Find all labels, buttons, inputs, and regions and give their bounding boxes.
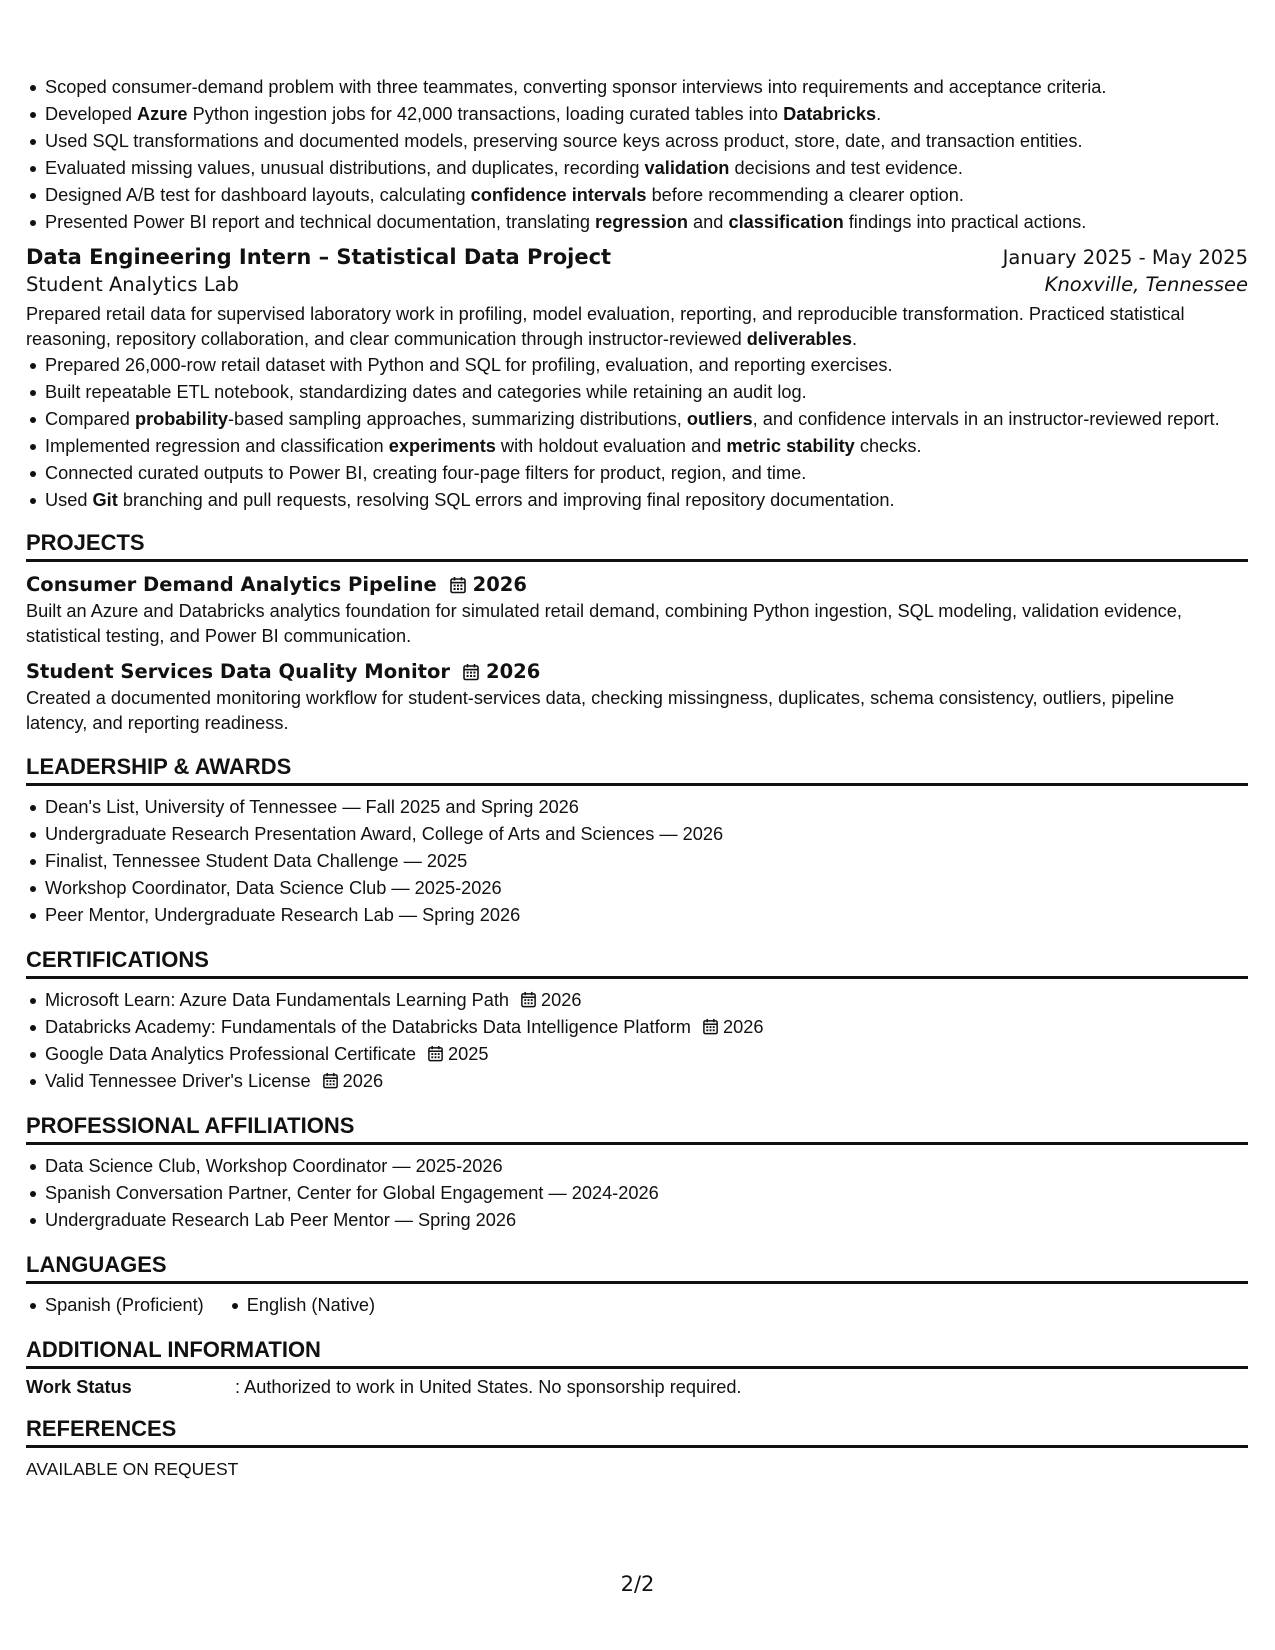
- list-item: Finalist, Tennessee Student Data Challenge — 2025: [26, 848, 1248, 875]
- list-item: [26, 128, 1248, 155]
- section-heading-leadership: LEADERSHIP & AWARDS: [26, 754, 1248, 786]
- list-item: [26, 182, 1248, 209]
- list-item: [26, 209, 1248, 236]
- experience-bullets: [26, 74, 1248, 236]
- text-segment: Built repeatable ETL notebook, standardizing dates and categories while retaining an audit log.: [45, 382, 807, 402]
- project-description-line1: Built an Azure and Databricks analytics foundation for simulated retail demand, combining Python ingestion, SQL modeling, validation evidence,: [26, 601, 1182, 621]
- section-heading-projects: PROJECTS: [26, 530, 1248, 562]
- text-segment: -based sampling approaches, summarizing distributions,: [227, 409, 687, 429]
- calendar-icon: [520, 991, 537, 1008]
- emphasis-text: Databricks: [783, 104, 877, 124]
- list-item: Spanish Conversation Partner, Center for Global Engagement — 2024-2026: [26, 1180, 1248, 1207]
- calendar-icon: [427, 1045, 444, 1062]
- project-description-line1: Created a documented monitoring workflow for student-services data, checking missingness, duplicates, schema consistency, outliers, pipeline: [26, 688, 1175, 708]
- project-name: Consumer Demand Analytics Pipeline: [26, 573, 437, 596]
- text-segment: Connected curated outputs to Power BI, creating four-page filters for product, region, and time.: [45, 463, 807, 483]
- resume-page: [26, 74, 1248, 1480]
- calendar-icon: [322, 1072, 339, 1089]
- emphasis-text: Azure: [137, 104, 188, 124]
- list-item: [26, 433, 1248, 460]
- list-item: [26, 101, 1248, 128]
- text-segment: Python ingestion jobs for 42,000 transactions, loading curated tables into: [187, 104, 784, 124]
- emphasis-text: validation: [644, 158, 730, 178]
- project-description: [26, 686, 1248, 736]
- list-item: Undergraduate Research Presentation Award, College of Arts and Sciences — 2026: [26, 821, 1248, 848]
- work-status-row: [26, 1377, 1248, 1398]
- text-segment: branching and pull requests, resolving SQL errors and improving final repository documentation.: [117, 490, 895, 510]
- list-item: [26, 1068, 1248, 1095]
- job-location: Knoxville, Tennessee: [1044, 273, 1248, 296]
- list-item: [26, 379, 1248, 406]
- list-item: [26, 487, 1248, 514]
- list-item: [26, 406, 1248, 433]
- project-year: 2026: [472, 573, 527, 596]
- job-entry: [26, 245, 1248, 514]
- project-header: [26, 573, 1248, 596]
- text-segment: Used SQL transformations and documented models, preserving source keys across product, store, date, and transaction entities.: [45, 131, 1083, 151]
- text-segment: Evaluated missing values, unusual distributions, and duplicates, recording: [45, 158, 645, 178]
- certification-year: 2026: [722, 1017, 764, 1037]
- certification-year: 2025: [448, 1044, 489, 1064]
- text-segment: Designed A/B test for dashboard layouts, calculating: [45, 185, 471, 205]
- emphasis-text: metric stability: [726, 436, 855, 456]
- references-text: AVAILABLE ON REQUEST: [26, 1459, 239, 1479]
- job-title: Data Engineering Intern – Statistical Data Project: [26, 245, 612, 269]
- text-segment: with holdout evaluation and: [495, 436, 727, 456]
- affiliations-list: [26, 1153, 1248, 1234]
- section-heading-additional-information: ADDITIONAL INFORMATION: [26, 1337, 1248, 1369]
- job-dates: January 2025 - May 2025: [1002, 246, 1248, 269]
- work-status-value: : Authorized to work in United States. No sponsorship required.: [235, 1377, 742, 1397]
- leadership-list: [26, 794, 1248, 929]
- certification-name: Databricks Academy: Fundamentals of the Databricks Data Intelligence Platform: [45, 1017, 691, 1037]
- project-name: Student Services Data Quality Monitor: [26, 660, 451, 683]
- list-item: [26, 352, 1248, 379]
- job-summary-line2: reasoning, repository collaboration, and clear communication through instructor-reviewed: [26, 329, 747, 349]
- certification-year: 2026: [342, 1071, 384, 1091]
- emphasis-text: experiments: [388, 436, 496, 456]
- certification-year: 2026: [541, 990, 582, 1010]
- page-number: 2/2: [620, 1572, 655, 1596]
- section-heading-languages: LANGUAGES: [26, 1252, 1248, 1284]
- list-item: Undergraduate Research Lab Peer Mentor — Spring 2026: [26, 1207, 1248, 1234]
- emphasis-text: outliers: [686, 409, 753, 429]
- job-summary-line1: Prepared retail data for supervised laboratory work in profiling, model evaluation, reporting, and reproducible transformation. Practiced statistical: [26, 304, 1185, 324]
- calendar-icon: [449, 576, 467, 594]
- job-bullets: [26, 352, 1248, 514]
- text-segment: Used: [45, 490, 93, 510]
- text-segment: , and confidence intervals in an instructor-reviewed report.: [752, 409, 1220, 429]
- emphasis-text: classification: [728, 212, 844, 232]
- list-item: [26, 74, 1248, 101]
- text-segment: decisions and test evidence.: [729, 158, 963, 178]
- certification-name: Valid Tennessee Driver's License: [45, 1071, 311, 1091]
- list-item: Spanish (Proficient): [26, 1292, 204, 1319]
- languages-list: [26, 1292, 1248, 1319]
- certification-name: Google Data Analytics Professional Certificate: [45, 1044, 417, 1064]
- project-description-line2: latency, and reporting readiness.: [26, 713, 289, 733]
- calendar-icon: [702, 1018, 719, 1035]
- job-summary-bold: deliverables: [746, 329, 852, 349]
- emphasis-text: probability: [134, 409, 228, 429]
- section-heading-affiliations: PROFESSIONAL AFFILIATIONS: [26, 1113, 1248, 1145]
- job-organization: Student Analytics Lab: [26, 273, 239, 296]
- text-segment: Implemented regression and classification: [45, 436, 389, 456]
- list-item: Dean's List, University of Tennessee — Fall 2025 and Spring 2026: [26, 794, 1248, 821]
- project-year: 2026: [486, 660, 541, 683]
- emphasis-text: Git: [92, 490, 118, 510]
- list-item: English (Native): [228, 1292, 375, 1319]
- text-segment: .: [876, 104, 882, 124]
- project-entry: [26, 660, 1248, 736]
- emphasis-text: confidence intervals: [470, 185, 647, 205]
- text-segment: Developed: [45, 104, 138, 124]
- list-item: [26, 155, 1248, 182]
- list-item: Peer Mentor, Undergraduate Research Lab — Spring 2026: [26, 902, 1248, 929]
- job-summary-end: .: [851, 329, 858, 349]
- project-header: [26, 660, 1248, 683]
- project-entry: [26, 573, 1248, 649]
- text-segment: and: [688, 212, 729, 232]
- calendar-icon: [462, 663, 480, 681]
- text-segment: checks.: [854, 436, 922, 456]
- work-status-label: Work Status: [26, 1377, 132, 1397]
- job-summary: [26, 302, 1248, 352]
- section-heading-references: REFERENCES: [26, 1416, 1248, 1448]
- list-item: [26, 1041, 1248, 1068]
- text-segment: Presented Power BI report and technical documentation, translating: [45, 212, 595, 232]
- text-segment: findings into practical actions.: [843, 212, 1087, 232]
- list-item: Workshop Coordinator, Data Science Club — 2025-2026: [26, 875, 1248, 902]
- project-description: [26, 599, 1248, 649]
- list-item: [26, 987, 1248, 1014]
- emphasis-text: regression: [595, 212, 688, 232]
- list-item: [26, 1014, 1248, 1041]
- list-item: Data Science Club, Workshop Coordinator — 2025-2026: [26, 1153, 1248, 1180]
- certification-name: Microsoft Learn: Azure Data Fundamentals Learning Path: [45, 990, 510, 1010]
- list-item: [26, 460, 1248, 487]
- job-header: [26, 245, 1248, 269]
- text-segment: Prepared 26,000-row retail dataset with Python and SQL for profiling, evaluation, and reporting exercises.: [45, 355, 893, 375]
- job-subheader: [26, 273, 1248, 296]
- project-description-line2: statistical testing, and Power BI communication.: [26, 626, 412, 646]
- text-segment: Compared: [45, 409, 135, 429]
- certifications-list: [26, 987, 1248, 1095]
- text-segment: Scoped consumer-demand problem with three teammates, converting sponsor interviews into requirements and acceptance criteria.: [45, 77, 1107, 97]
- section-heading-certifications: CERTIFICATIONS: [26, 947, 1248, 979]
- text-segment: before recommending a clearer option.: [646, 185, 964, 205]
